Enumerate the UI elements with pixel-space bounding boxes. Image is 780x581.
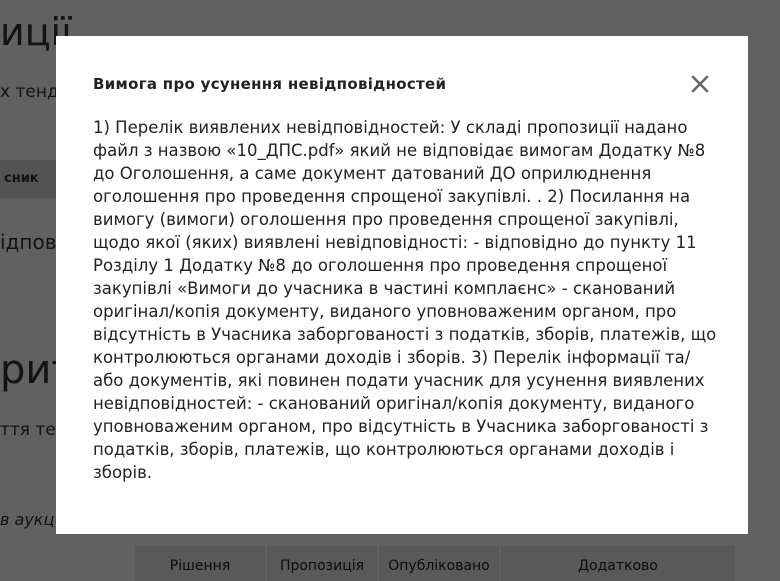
modal-body-text: 1) Перелік виявлених невідповідностей: У складі пропозиції надано файл з назвою «10_ДПС.pdf» який не відповідає вимогам Додатку №8 до Оголошення, а саме документ датований ДО оприлюднення оголошення про проведення спрощеної закупівлі. . 2) Посилання на вимогу (вимоги) оголошення про проведення спрощеної закупівлі, щодо якої (яких) виявлені невідповідності: - відповідно до пункту 11 Розділу 1 Додатку №8 до оголошення про проведення спрощеної закупівлі «Вимоги до учасника в частині комплаєнс» - сканований оригінал/копія документу, виданого уповноваженим органом, про відсутність в Учасника заборгованості з податків, зборів, платежів, що контролюються органами доходів і зборів. 3) Перелік інформації та/або документів, які повинен подати учасник для усунення виявлених невідповідностей: - сканований оригінал/копія документу, виданого уповноваженим органом, про відсутність в Учасника заборгованості з податків, зборів, платежів, що контролюються органами доходів і зборів.	[93, 118, 717, 482]
close-icon	[691, 75, 709, 93]
modal-title: Вимога про усунення невідповідностей	[93, 75, 447, 93]
requirement-modal	[56, 36, 748, 534]
close-button[interactable]	[686, 70, 714, 98]
